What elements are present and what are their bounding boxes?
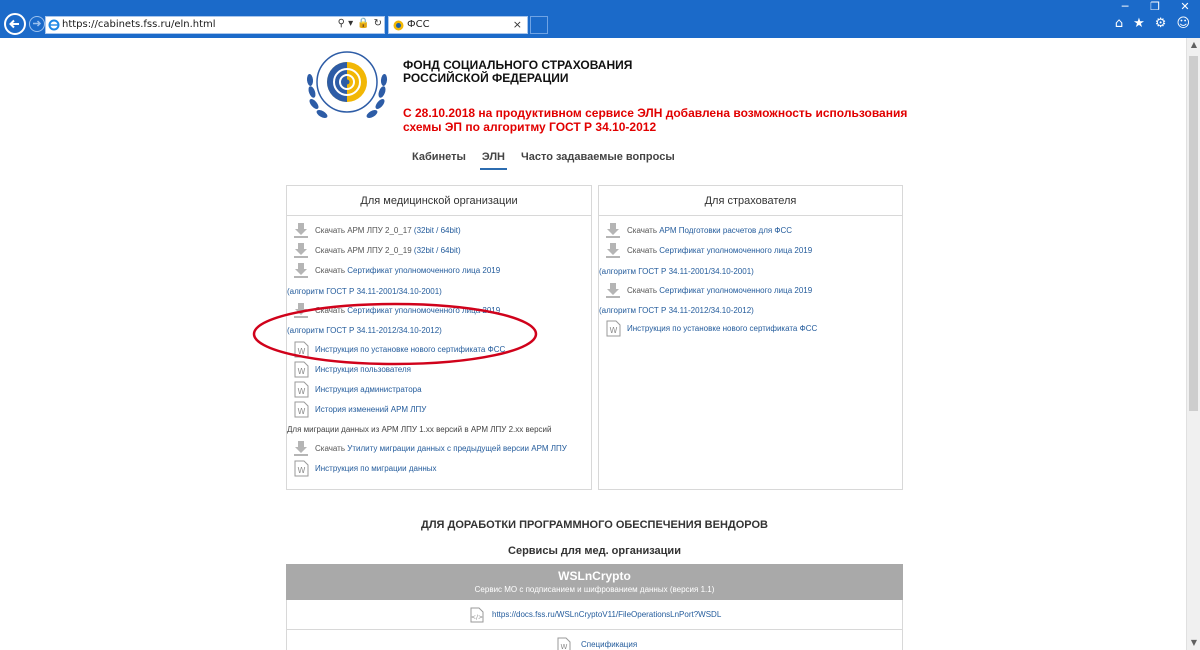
download-icon xyxy=(293,262,309,279)
download-prefix: Скачать xyxy=(315,306,348,315)
cert-2019-link[interactable]: Сертификат уполномоченного лица 2019 xyxy=(347,266,501,275)
algorithm-2001-label: (алгоритм ГОСТ Р 34.11-2001/34.10-2001) xyxy=(599,267,754,276)
download-icon xyxy=(605,282,621,299)
svg-text:W: W xyxy=(297,347,306,356)
bitness-link[interactable]: (32bit / 64bit) xyxy=(413,246,461,255)
doc-link[interactable]: Инструкция администратора xyxy=(315,385,422,394)
algorithm-2012-label: (алгоритм ГОСТ Р 34.11-2012/34.10-2012) xyxy=(287,326,442,335)
service-header xyxy=(286,564,903,600)
svg-text:W: W xyxy=(297,387,306,396)
search-icon[interactable]: ⚲ ▾ xyxy=(337,18,354,29)
spec-row[interactable] xyxy=(286,630,903,650)
download-prefix: Скачать АРМ ЛПУ 2_0_19 xyxy=(315,246,414,255)
arrow-right-icon xyxy=(30,17,43,30)
word-doc-icon xyxy=(557,637,571,650)
home-icon[interactable]: ⌂ xyxy=(1114,16,1124,31)
bitness-link[interactable]: (32bit / 64bit) xyxy=(413,226,461,235)
new-tab-icon[interactable] xyxy=(530,16,548,34)
download-icon xyxy=(605,242,621,259)
fss-favicon-icon xyxy=(393,20,404,31)
address-bar[interactable] xyxy=(45,16,385,34)
org-name-line1: ФОНД СОЦИАЛЬНОГО СТРАХОВАНИЯ xyxy=(403,58,633,72)
doc-link[interactable]: Инструкция по установке нового сертификата ФСС xyxy=(315,345,506,354)
download-prefix: Скачать АРМ ЛПУ 2_0_17 xyxy=(315,226,414,235)
migration-utility-link[interactable]: Утилиту миграции данных с предыдущей версии АРМ ЛПУ xyxy=(347,444,567,453)
main-nav xyxy=(412,151,689,170)
gear-icon[interactable]: ⚙ xyxy=(1154,16,1167,31)
tab-close-icon[interactable]: × xyxy=(512,18,522,31)
nav-eln[interactable]: ЭЛН xyxy=(480,151,507,170)
ie-logo-icon xyxy=(48,19,60,31)
svg-text:W: W xyxy=(297,367,306,376)
insurer-panel xyxy=(598,185,903,490)
doc-link[interactable]: Инструкция по миграции данных xyxy=(315,464,437,473)
arm-fss-link[interactable]: АРМ Подготовки расчетов для ФСС xyxy=(659,226,793,235)
download-prefix: Скачать xyxy=(627,226,660,235)
algorithm-2012-label: (алгоритм ГОСТ Р 34.11-2012/34.10-2012) xyxy=(599,306,754,315)
doc-link[interactable]: История изменений АРМ ЛПУ xyxy=(315,405,427,414)
cert-2019-link[interactable]: Сертификат уполномоченного лица 2019 xyxy=(659,286,813,295)
scroll-down-icon[interactable]: ▼ xyxy=(1190,638,1198,647)
download-icon xyxy=(293,222,309,239)
download-prefix: Скачать xyxy=(627,286,660,295)
refresh-icon[interactable]: ↻ xyxy=(373,18,382,29)
download-prefix: Скачать xyxy=(315,266,348,275)
wsdl-row[interactable] xyxy=(286,600,903,630)
org-name xyxy=(403,59,663,85)
medical-panel-title: Для медицинской организации xyxy=(287,186,591,216)
star-icon[interactable]: ★ xyxy=(1133,16,1145,31)
word-doc-icon xyxy=(605,320,621,337)
arrow-left-icon xyxy=(6,15,24,33)
download-icon xyxy=(293,242,309,259)
download-prefix: Скачать xyxy=(627,246,660,255)
browser-tab[interactable] xyxy=(388,16,528,34)
close-window-button[interactable]: ✕ xyxy=(1180,0,1190,13)
fss-logo xyxy=(302,42,392,126)
word-doc-icon xyxy=(293,401,309,418)
minimize-button[interactable]: ─ xyxy=(1121,0,1129,13)
algorithm-2001-label: (алгоритм ГОСТ Р 34.11-2001/34.10-2001) xyxy=(287,287,442,296)
service-description: Сервис МО с подписанием и шифрованием данных (версия 1.1) xyxy=(474,585,715,594)
download-icon xyxy=(605,222,621,239)
forward-button[interactable] xyxy=(29,16,45,32)
browser-chrome xyxy=(0,0,1200,38)
cert-2019-link[interactable]: Сертификат уполномоченного лица 2019 xyxy=(347,306,501,315)
svg-text:W: W xyxy=(560,643,568,650)
doc-link[interactable]: Инструкция по установке нового сертификата ФСС xyxy=(627,324,818,333)
code-file-icon xyxy=(470,607,484,623)
word-doc-icon xyxy=(293,341,309,358)
lock-icon[interactable]: 🔒 xyxy=(357,18,370,29)
vendors-title: ДЛЯ ДОРАБОТКИ ПРОГРАММНОГО ОБЕСПЕЧЕНИЯ ВЕНДОРОВ xyxy=(421,519,768,531)
nav-faq[interactable]: Часто задаваемые вопросы xyxy=(521,151,675,163)
svg-text:W: W xyxy=(297,407,306,416)
service-name: WSLnCrypto xyxy=(558,569,631,583)
word-doc-icon xyxy=(293,381,309,398)
doc-link[interactable]: Инструкция пользователя xyxy=(315,365,411,374)
medical-org-panel xyxy=(286,185,592,490)
scrollbar-thumb[interactable] xyxy=(1189,56,1198,411)
restore-button[interactable]: ❐ xyxy=(1150,0,1160,13)
vertical-scrollbar[interactable] xyxy=(1186,38,1200,650)
word-doc-icon xyxy=(293,460,309,477)
address-tools xyxy=(338,18,382,29)
toolbar-icons xyxy=(1115,16,1190,31)
migration-note: Для миграции данных из АРМ ЛПУ 1.xx версий в АРМ ЛПУ 2.xx версий xyxy=(287,425,552,434)
download-icon xyxy=(293,302,309,319)
smiley-icon[interactable]: ☺ xyxy=(1176,16,1190,31)
svg-text:W: W xyxy=(609,326,618,335)
scroll-up-icon[interactable]: ▲ xyxy=(1190,40,1198,49)
back-button[interactable] xyxy=(4,13,26,35)
page-content xyxy=(0,38,1186,650)
svg-text:W: W xyxy=(297,466,306,475)
alert-message: С 28.10.2018 на продуктивном сервисе ЭЛН добавлена возможность использования схемы ЭП по алгоритму ГОСТ Р 34.10-2012 xyxy=(403,106,908,134)
download-prefix: Скачать xyxy=(315,444,348,453)
nav-cabinets[interactable]: Кабинеты xyxy=(412,151,466,163)
services-title: Сервисы для мед. организации xyxy=(508,545,681,557)
cert-2019-link[interactable]: Сертификат уполномоченного лица 2019 xyxy=(659,246,813,255)
svg-text:</>: </> xyxy=(470,614,484,621)
insurer-panel-title: Для страхователя xyxy=(599,186,902,216)
wsdl-link[interactable]: https://docs.fss.ru/WSLnCryptoV11/FileOperationsLnPort?WSDL xyxy=(492,610,722,619)
word-doc-icon xyxy=(293,361,309,378)
tab-title: ФСС xyxy=(407,19,430,30)
org-name-line2: РОССИЙСКОЙ ФЕДЕРАЦИИ xyxy=(403,71,569,85)
address-url[interactable]: https://cabinets.fss.ru/eln.html xyxy=(62,19,216,30)
download-icon xyxy=(293,440,309,457)
spec-link[interactable]: Спецификация xyxy=(581,640,638,649)
